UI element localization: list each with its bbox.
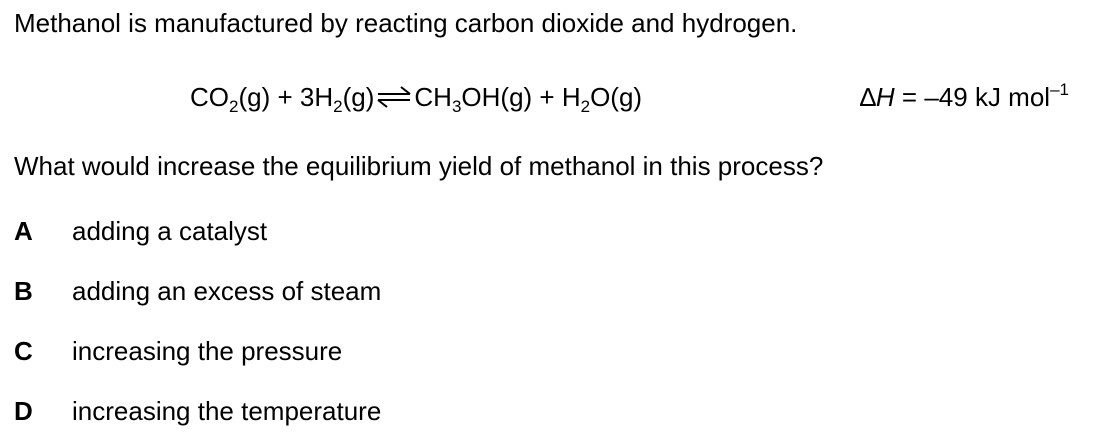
option-letter: D	[14, 396, 33, 426]
product-methanol-subscript: 3	[451, 97, 462, 116]
reactant-co2-subscript: 2	[229, 97, 239, 116]
enthalpy-change	[860, 82, 1069, 112]
option-letter: A	[14, 216, 33, 246]
reactant-h2-state: (g)	[342, 82, 375, 112]
product-water-rest: O(g)	[590, 82, 643, 112]
reactant-co2-base: CO	[190, 82, 229, 112]
enthalpy-symbol: H	[875, 82, 895, 112]
reactant-h2-subscript: 2	[333, 97, 343, 116]
enthalpy-exponent: –1	[1050, 80, 1069, 99]
enthalpy-value: = –49 kJ mol	[894, 82, 1051, 112]
option-text: increasing the temperature	[72, 396, 382, 426]
chemical-equation	[190, 82, 643, 116]
product-water-subscript: 2	[580, 97, 591, 116]
option-text: increasing the pressure	[72, 336, 343, 366]
intro-sentence: Methanol is manufactured by reacting carbon dioxide and hydrogen.	[14, 8, 798, 38]
product-methanol-rest: OH(g) + H	[461, 82, 581, 112]
equilibrium-arrow-icon	[374, 82, 414, 112]
reactant-state-and-h2: (g) + 3H	[238, 82, 334, 112]
option-letter: C	[14, 336, 33, 366]
option-text: adding an excess of steam	[72, 276, 382, 306]
option-text: adding a catalyst	[72, 216, 268, 246]
question-text: What would increase the equilibrium yield of methanol in this process?	[14, 151, 824, 181]
delta-symbol: ∆	[860, 82, 876, 112]
option-letter: B	[14, 276, 33, 306]
product-methanol-base: CH	[414, 82, 452, 112]
